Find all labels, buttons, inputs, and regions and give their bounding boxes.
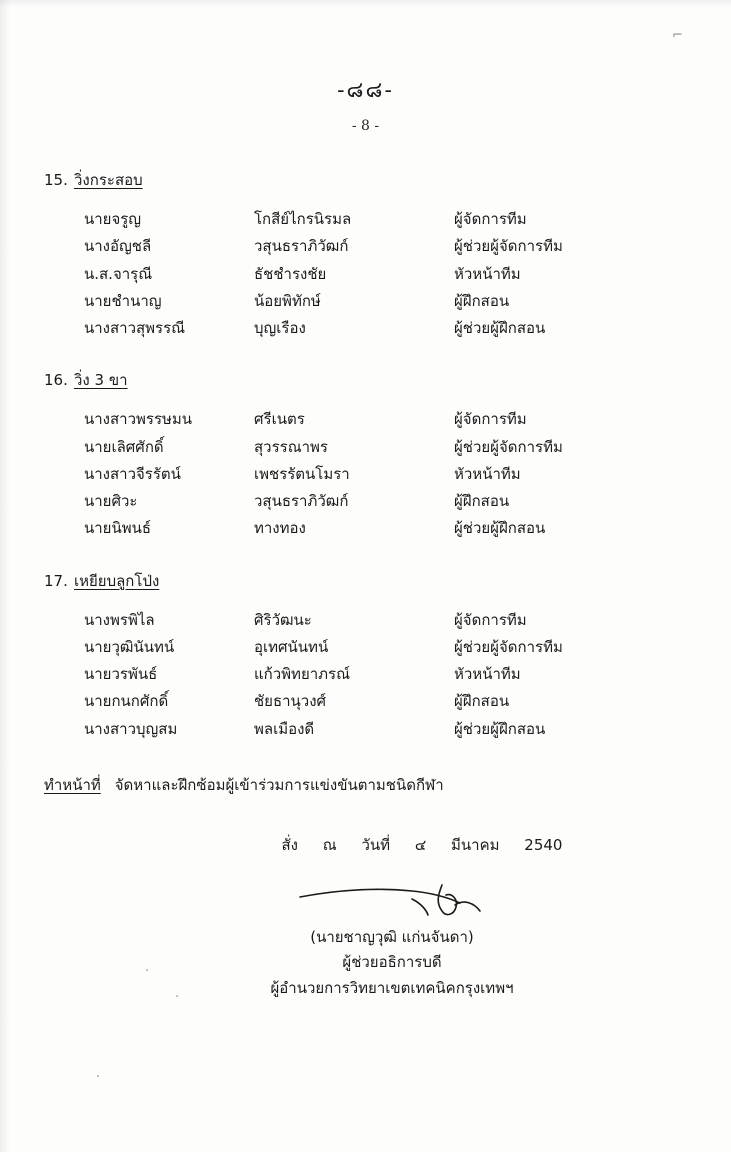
member-surname: พลเมืองดี xyxy=(254,719,315,738)
section-15-table xyxy=(84,206,684,342)
member-name: นายศิวะ xyxy=(84,492,138,510)
table-row xyxy=(84,661,684,688)
page-edge-shadow-left xyxy=(0,0,10,1152)
member-surname: บุญเรือง xyxy=(254,319,306,337)
order-date-line xyxy=(42,833,692,857)
member-surname: วสุนธราภิวัฒก์ xyxy=(254,237,349,256)
member-surname: โกสีย์ไกรนิรมล xyxy=(254,210,352,228)
member-role: หัวหน้าทีม xyxy=(454,264,521,283)
date-month: มีนาคม xyxy=(451,835,500,854)
date-wanthi: วันที่ xyxy=(361,835,391,854)
member-name: นายชำนาญ xyxy=(84,291,162,310)
member-role: ผู้จัดการทีม xyxy=(454,610,527,629)
section-16-table xyxy=(84,406,684,542)
member-role: ผู้ฝึกสอน xyxy=(454,291,510,310)
date-na: ณ xyxy=(322,835,337,854)
member-name: นางสาวจีรรัตน์ xyxy=(84,464,181,483)
member-name: นายจรูญ xyxy=(84,210,142,228)
section-15-number: 15. xyxy=(44,171,68,189)
member-name: นางสาวบุญสม xyxy=(84,719,178,738)
section-15 xyxy=(42,168,692,342)
member-surname: น้อยพิทักษ์ xyxy=(254,291,321,310)
section-16-number: 16. xyxy=(44,371,68,390)
member-surname: เพชรรัตนโมรา xyxy=(254,464,350,483)
section-17 xyxy=(42,569,692,743)
section-17-heading xyxy=(44,569,692,593)
member-role: ผู้ช่วยผู้ฝึกสอน xyxy=(454,719,546,738)
table-row xyxy=(84,716,684,743)
table-row xyxy=(84,688,684,715)
member-name: นางสาวพรรษมน xyxy=(84,410,193,429)
section-17-table xyxy=(84,607,684,743)
member-surname: อุเทศนันทน์ xyxy=(254,637,329,656)
member-name: น.ส.จารุณี xyxy=(84,264,153,283)
member-role: หัวหน้าทีม xyxy=(454,665,521,683)
member-surname: ศิริวัฒนะ xyxy=(254,610,312,629)
date-day: ๔ xyxy=(414,835,427,854)
date-year: 2540 xyxy=(524,835,563,854)
member-name: นางอัญชลี xyxy=(84,237,152,256)
duty-note-label: ทำหน้าที่ xyxy=(44,775,101,794)
table-row xyxy=(84,206,684,233)
section-16 xyxy=(42,368,692,542)
member-role: ผู้ช่วยผู้จัดการทีม xyxy=(454,237,563,256)
duty-note xyxy=(44,773,692,797)
table-row xyxy=(84,406,684,433)
duty-note-text: จัดหาและฝึกซ้อมผู้เข้าร่วมการแข่งขันตามชนิดกีฬา xyxy=(114,775,444,794)
section-17-number: 17. xyxy=(44,571,68,590)
member-role: หัวหน้าทีม xyxy=(454,464,521,483)
member-surname: ศรีเนตร xyxy=(254,410,305,429)
table-row xyxy=(84,434,684,461)
table-row xyxy=(84,261,684,288)
signatory-name: (นายชาญวุฒิ แก่นจันดา) xyxy=(310,927,474,946)
document-content xyxy=(42,168,692,1001)
scan-artifact-dot-3: . xyxy=(96,1066,101,1081)
member-name: นายวรพันธ์ xyxy=(84,665,158,683)
section-16-heading xyxy=(44,368,692,392)
scan-artifact-dot-2: . xyxy=(175,986,180,1001)
signatory-position-1: ผู้ช่วยอธิการบดี xyxy=(342,953,442,972)
table-row xyxy=(84,233,684,260)
scan-artifact-top-right: ⌐ xyxy=(672,28,683,43)
member-role: ผู้ฝึกสอน xyxy=(454,692,510,711)
handwritten-page-number: -๘๘- xyxy=(337,78,394,103)
table-row xyxy=(84,288,684,315)
section-15-title: วิ่งกระสอบ xyxy=(74,171,143,189)
member-role: ผู้ช่วยผู้จัดการทีม xyxy=(454,637,563,656)
section-17-title: เหยียบลูกโป่ง xyxy=(74,571,160,590)
member-surname: ชัยธานุวงศ์ xyxy=(254,692,327,711)
table-row xyxy=(84,634,684,661)
member-name: นางพรพิไล xyxy=(84,610,155,629)
member-role: ผู้จัดการทีม xyxy=(454,210,527,228)
member-role: ผู้ช่วยผู้ฝึกสอน xyxy=(454,519,546,538)
page-edge-shadow-top xyxy=(0,0,731,8)
member-name: นายวุฒินันทน์ xyxy=(84,637,175,656)
member-name: นายนิพนธ์ xyxy=(84,519,152,538)
table-row xyxy=(84,315,684,342)
section-15-heading xyxy=(44,168,692,192)
member-surname: วสุนธราภิวัฒก์ xyxy=(254,492,349,510)
section-16-title: วิ่ง 3 ขา xyxy=(74,371,128,390)
handwritten-signature xyxy=(92,877,692,925)
member-surname: แก้วพิทยาภรณ์ xyxy=(254,665,351,683)
signature-block xyxy=(42,877,692,1002)
table-row xyxy=(84,488,684,515)
table-row xyxy=(84,607,684,634)
member-name: นายกนกศักดิ์ xyxy=(84,692,169,711)
signatory-position-2: ผู้อำนวยการวิทยาเขตเทคนิคกรุงเทพฯ xyxy=(270,978,514,997)
member-surname: สุวรรณาพร xyxy=(254,437,328,456)
table-row xyxy=(84,515,684,542)
member-name: นางสาวสุพรรณี xyxy=(84,319,186,337)
member-role: ผู้ช่วยผู้ฝึกสอน xyxy=(454,319,546,337)
table-row xyxy=(84,461,684,488)
printed-page-number: - 8 - xyxy=(351,118,380,134)
member-role: ผู้จัดการทีม xyxy=(454,410,527,429)
member-role: ผู้ช่วยผู้จัดการทีม xyxy=(454,437,563,456)
member-name: นายเลิศศักดิ์ xyxy=(84,437,164,456)
date-prefix: สั่ง xyxy=(281,835,299,854)
member-surname: ทางทอง xyxy=(254,519,306,538)
member-role: ผู้ฝึกสอน xyxy=(454,492,510,510)
member-surname: ธัชชำรงชัย xyxy=(254,264,327,283)
scan-artifact-dot-1: . xyxy=(145,960,150,975)
